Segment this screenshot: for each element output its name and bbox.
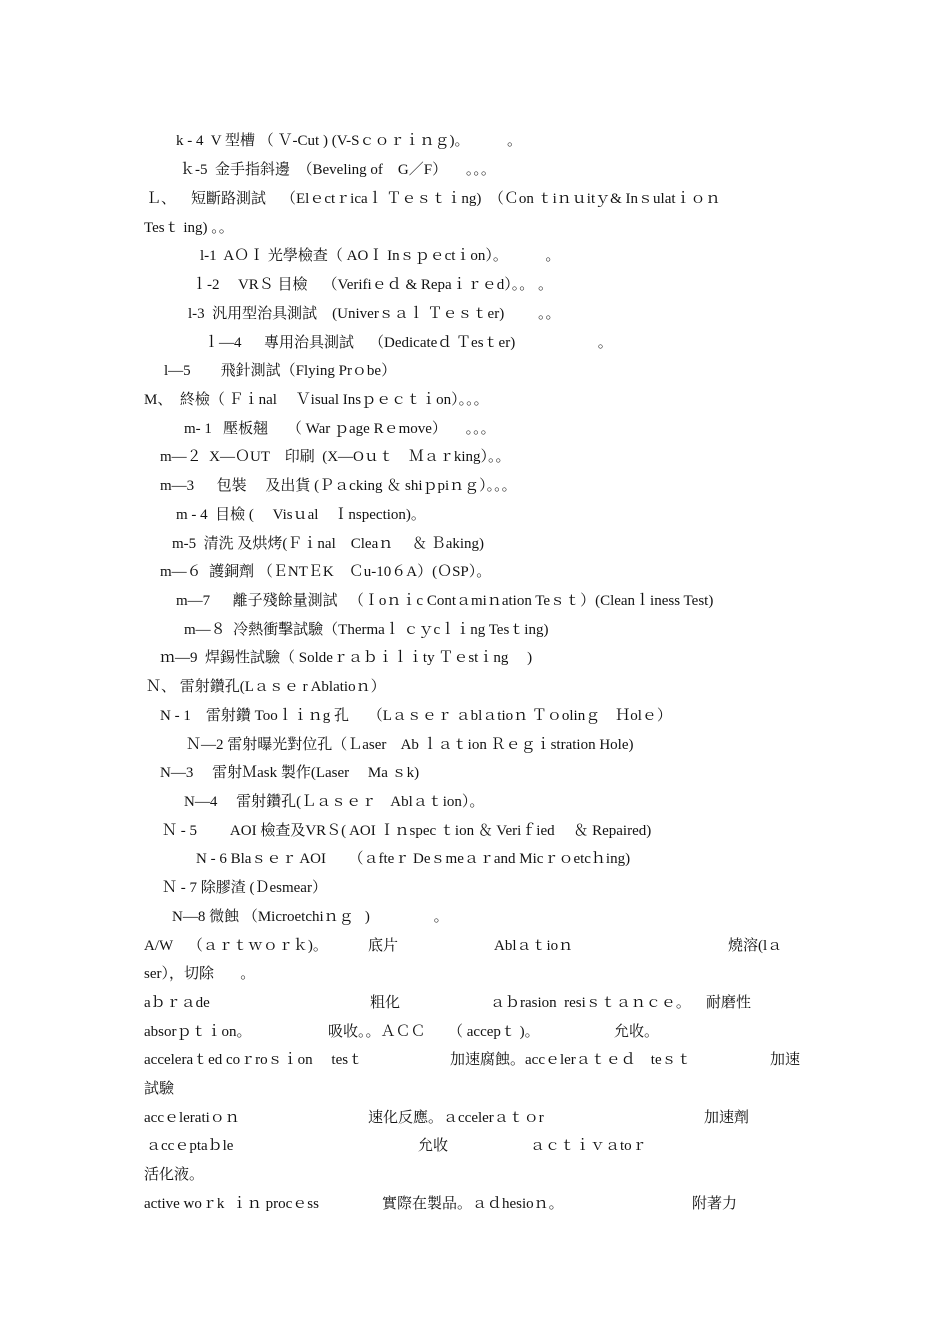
line-m2: m—２ X—ＯUT 印刷 (X—Oｕｔ Ｍａｒking）。。 (160, 449, 511, 465)
line-n1: N - 1 雷射鑽 Tooｌｉｎg 孔 （Lａｓｅｒ ａblａtioｎ Ｔｏolinｇ Ｈolｅ） (160, 708, 672, 724)
line-m3: m—3 包裝 及出貨 (Ｐａcking ＆ shiｐpiｎｇ）。。。 (160, 478, 517, 494)
glossary-aw-cn2: 燒溶(lａ (728, 938, 783, 954)
glossary-accept-en: （ accepｔ )。 (448, 1024, 540, 1040)
glossary-wip: active woｒk ｉｎ procｅss (144, 1196, 319, 1212)
line-section-l-cont: Tesｔ ing) 。。 (144, 220, 234, 236)
line-m5: m-5 清洗 及烘烤(Ｆｉnal Cleaｎ ＆ Ｂaking) (172, 536, 485, 552)
glossary-absorption: absorｐｔｉon。 (144, 1024, 252, 1040)
glossary-acceleration: accｅleratiｏｎ (144, 1110, 240, 1126)
line-n2: Ｎ—2 雷射曝光對位孔（Ｌaser Ab ｌａｔion Ｒｅｇｉstration Hole) (186, 737, 634, 753)
line-l4: ｌ—4 專用治具測試 （Dedicateｄ Ｔesｔer) 。 (204, 335, 613, 351)
line-m4: m - 4 目檢 ( Visｕal Ｉnspection)。 (176, 507, 426, 523)
glossary-wip-cn: 實際在製品。ａｄhesioｎ。 (382, 1196, 564, 1212)
line-section-m: M、 終檢（ Ｆｉnal Ｖisual Insｐｅｃｔｉon）。。。 (144, 392, 489, 408)
line-section-n: Ｎ、 雷射鑽孔(Lａｓｅ r Ablatioｎ） (146, 679, 386, 695)
glossary-aw-cn1: 底片 (368, 938, 399, 954)
glossary-abrasion-en: ａｂrasion resiｓｔａｎｃｅ。 (490, 995, 691, 1011)
glossary-abrade-cn: 粗化 (370, 995, 401, 1011)
glossary-acceleration-cn: 速化反應。ａccelerａｔｏr (368, 1110, 544, 1126)
glossary-acceptable: ａccｅptaｂle (146, 1138, 234, 1154)
line-l5: l—5 飛針測試（Flying Prｏbe） (164, 363, 397, 379)
line-n5: Ｎ - 5 AOI 檢查及VRＳ( AOI Ｉｎspec ｔion ＆ Veriｆied ＆ Repaired) (162, 823, 652, 839)
glossary-aw-cont: ser），切除 。 (144, 966, 256, 982)
line-k5: ｋ-5 金手指斜邊 （Beveling of G／F） 。。。 (180, 162, 496, 178)
glossary-aw-en2: Ablａｔioｎ (494, 938, 574, 954)
line-l2: ｌ-2 VRＳ 目檢 （Verifiｅｄ & Repaｉｒｅd）。。 。 (192, 277, 553, 293)
line-section-l: Ｌ、 短斷路測試 （Elｅctｒicaｌ Ｔｅｓｔｉng) （Ｃon ｔiｎｕitｙ& Inｓulatｉｏｎ (146, 191, 721, 207)
glossary-abrade: aｂｒａde (144, 995, 210, 1011)
glossary-activator-cn: 活化液。 (144, 1167, 205, 1183)
line-n8: N—8 微蝕 （Microetchiｎｇ ) 。 (172, 909, 449, 925)
line-l1: l-1 AＯＩ 光學檢查（ AOＩ Inｓｐｅctｉon）。 。 (200, 248, 561, 264)
glossary-abrasion-cn: 耐磨性 (706, 995, 752, 1011)
line-m6: m—６ 護銅劑 （ＥNTＥK Ｃu-10６A）(ＯSP）。 (160, 564, 492, 580)
line-l3: l-3 汎用型治具測試 (Univerｓａｌ Ｔｅｓｔer) 。。 (188, 306, 561, 322)
line-n3: N—3 雷射Ｍask 製作(Laser Ma ｓk) (160, 765, 420, 781)
line-m7: m—7 離子殘餘量測試 （Ｉoｎｉc Contａmiｎation Teｓｔ）(Cleanｌiness Test) (176, 593, 714, 609)
glossary-accel-cont: 試驗 (144, 1081, 175, 1097)
glossary-accel-corrosion: acceleraｔed coｒroｓｉon tesｔ (144, 1052, 364, 1068)
glossary-absorption-cn: 吸收。。ＡＣＣ (328, 1024, 426, 1040)
glossary-adhesion-cn: 附著力 (692, 1196, 738, 1212)
line-n7: Ｎ - 7 除膠渣 (Ｄesmear） (162, 880, 327, 896)
line-m1: m- 1 壓板翹 （ War ｐage Rｅmove） 。。。 (184, 421, 496, 437)
line-k4: k - 4 V 型槽 （ Ｖ-Cut ) (V-Sｃｏｒｉｎｇ)。 。 (176, 133, 522, 149)
glossary-activator-en: ａｃｔｉｖａtoｒ (530, 1138, 647, 1154)
line-m8: m—８ 冷熱衝擊試驗（Thermaｌ ｃｙcｌｉng Tesｔing) (184, 622, 549, 638)
line-n4: N—4 雷射鑽孔(Ｌａｓｅｒ Ablａｔion）。 (184, 794, 485, 810)
glossary-accept-cn: 允收。 (614, 1024, 660, 1040)
glossary-accelerator-cn: 加速劑 (704, 1110, 750, 1126)
glossary-accel-cn2: 加速 (770, 1052, 801, 1068)
glossary-accel-cn: 加速腐蝕。accｅlerａｔｅｄ teｓｔ (450, 1052, 692, 1068)
line-m9: ｍ—9 焊錫性試驗（ Soldeｒａｂｉｌｉty Ｔｅstｉng ) (160, 650, 533, 666)
glossary-acceptable-cn: 允收 (418, 1138, 449, 1154)
glossary-aw-term: A/W （ａｒｔｗｏｒｋ)。 (144, 938, 328, 954)
line-n6: N - 6 Blaｓｅｒ AOI （ａfteｒ Deｓmeａｒand Micｒｏetcｈing) (196, 851, 631, 867)
